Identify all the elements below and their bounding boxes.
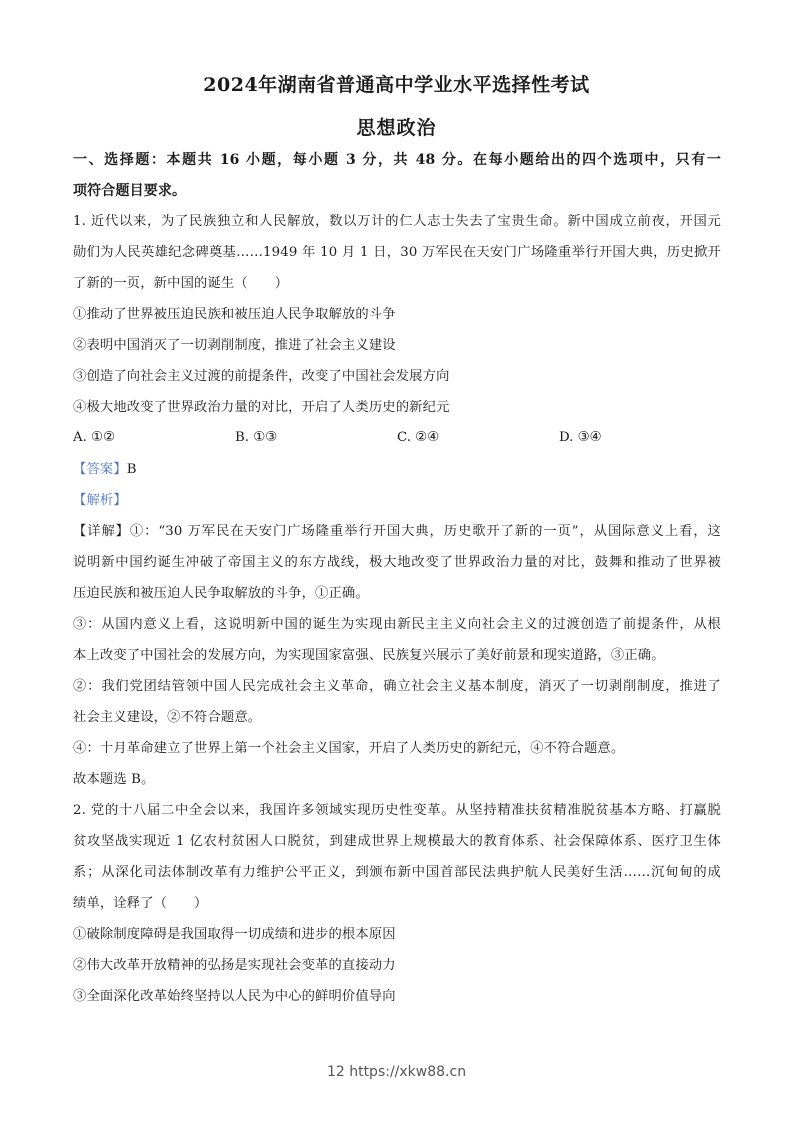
analysis-label: 【解析】	[73, 493, 127, 508]
q2-statement: ①破除制度障碍是我国取得一切成绩和进步的根本原因	[73, 927, 396, 942]
q2-stem-line: 贫攻坚战实现近 1 亿农村贫困人口脱贫，到建成世界上规模最大的教育体系、社会保障体系、医疗卫生体	[73, 834, 721, 849]
q2-stem-line: 系；从深化司法体制改革有力维护公平正义，到颁布新中国首部民法典护航人民美好生活……沉甸甸的成	[73, 865, 721, 880]
q1-choices	[73, 430, 733, 450]
answer-line	[73, 460, 721, 480]
conclusion-line: 故本题选 B。	[73, 772, 155, 787]
q2-statement: ②伟大改革开放精神的弘扬是实现社会变革的直接动力	[73, 958, 396, 973]
q1-statement: ①推动了世界被压迫民族和被压迫人民争取解放的斗争	[73, 307, 396, 322]
q1-statement: ②表明中国消灭了一切剥削制度，推进了社会主义建设	[73, 338, 396, 353]
answer-value: B	[126, 462, 137, 477]
q1-statement: ③创造了向社会主义过渡的前提条件，改变了中国社会发展方向	[73, 369, 450, 384]
page-footer: 12 https://xkw88.cn	[326, 1064, 467, 1080]
detail-line: 本上改变了中国社会的发展方向，为实现国家富强、民族复兴展示了美好前景和现实道路，③正确。	[73, 648, 665, 663]
detail-line: 社会主义建设，②不符合题意。	[73, 710, 262, 725]
q1-stem-line: 1. 近代以来，为了民族独立和人民解放，数以万计的仁人志士失去了宝贵生命。新中国成立前夜，开国元	[73, 214, 721, 229]
q2-statement: ③全面深化改革始终坚持以人民为中心的鲜明价值导向	[73, 989, 396, 1004]
section-instruction-cont: 项符合题目要求。	[73, 183, 187, 199]
choice-b: B. ①③	[235, 430, 278, 445]
detail-line: 说明新中国约诞生冲破了帝国主义的东方战线，极大地改变了世界政治力量的对比，鼓舞和推动了世界被	[73, 555, 721, 570]
q2-stem-line: 2. 党的十八届二中全会以来，我国许多领域实现历史性变革。从坚持精准扶贫精准脱贫基本方略、打赢脱	[73, 803, 721, 818]
section-instruction: 一、选择题：本题共 16 小题，每小题 3 分，共 48 分。在每小题给出的四个选项中，只有一	[73, 152, 721, 168]
detail-line: ③：从国内意义上看，这说明新中国的诞生为实现由新民主主义向社会主义的过渡创造了前提条件，从根	[73, 617, 721, 632]
q1-stem-line: 勋们为人民英雄纪念碑奠基……1949 年 10 月 1 日，30 万军民在天安门广场隆重举行开国大典，历史掀开	[73, 245, 721, 260]
detail-line: ④：十月革命建立了世界上第一个社会主义国家，开启了人类历史的新纪元，④不符合题意。	[73, 741, 625, 756]
choice-c: C. ②④	[397, 430, 439, 445]
choice-a: A. ①②	[73, 430, 115, 445]
exam-title: 2024年湖南省普通高中学业水平选择性考试	[203, 74, 590, 96]
q1-stem-line: 了新的一页，新中国的诞生（ ）	[73, 276, 289, 291]
q2-stem-line: 绩单，诠释了（ ）	[73, 896, 208, 911]
q1-statement: ④极大地改变了世界政治力量的对比，开启了人类历史的新纪元	[73, 400, 450, 415]
answer-label: 【答案】	[73, 462, 127, 477]
detail-line: 压迫民族和被压迫人民争取解放的斗争，①正确。	[73, 586, 369, 601]
detail-line: ②：我们党团结管领中国人民完成社会主义革命，确立社会主义基本制度，消灭了一切剥削制度，推进了	[73, 679, 721, 694]
subject-title: 思想政治	[356, 117, 437, 139]
choice-d: D. ③④	[559, 430, 602, 445]
detail-line: 【详解】①：“30 万军民在天安门广场隆重举行开国大典，历史歌开了新的一页”，从国际意义上看，这	[73, 524, 721, 539]
